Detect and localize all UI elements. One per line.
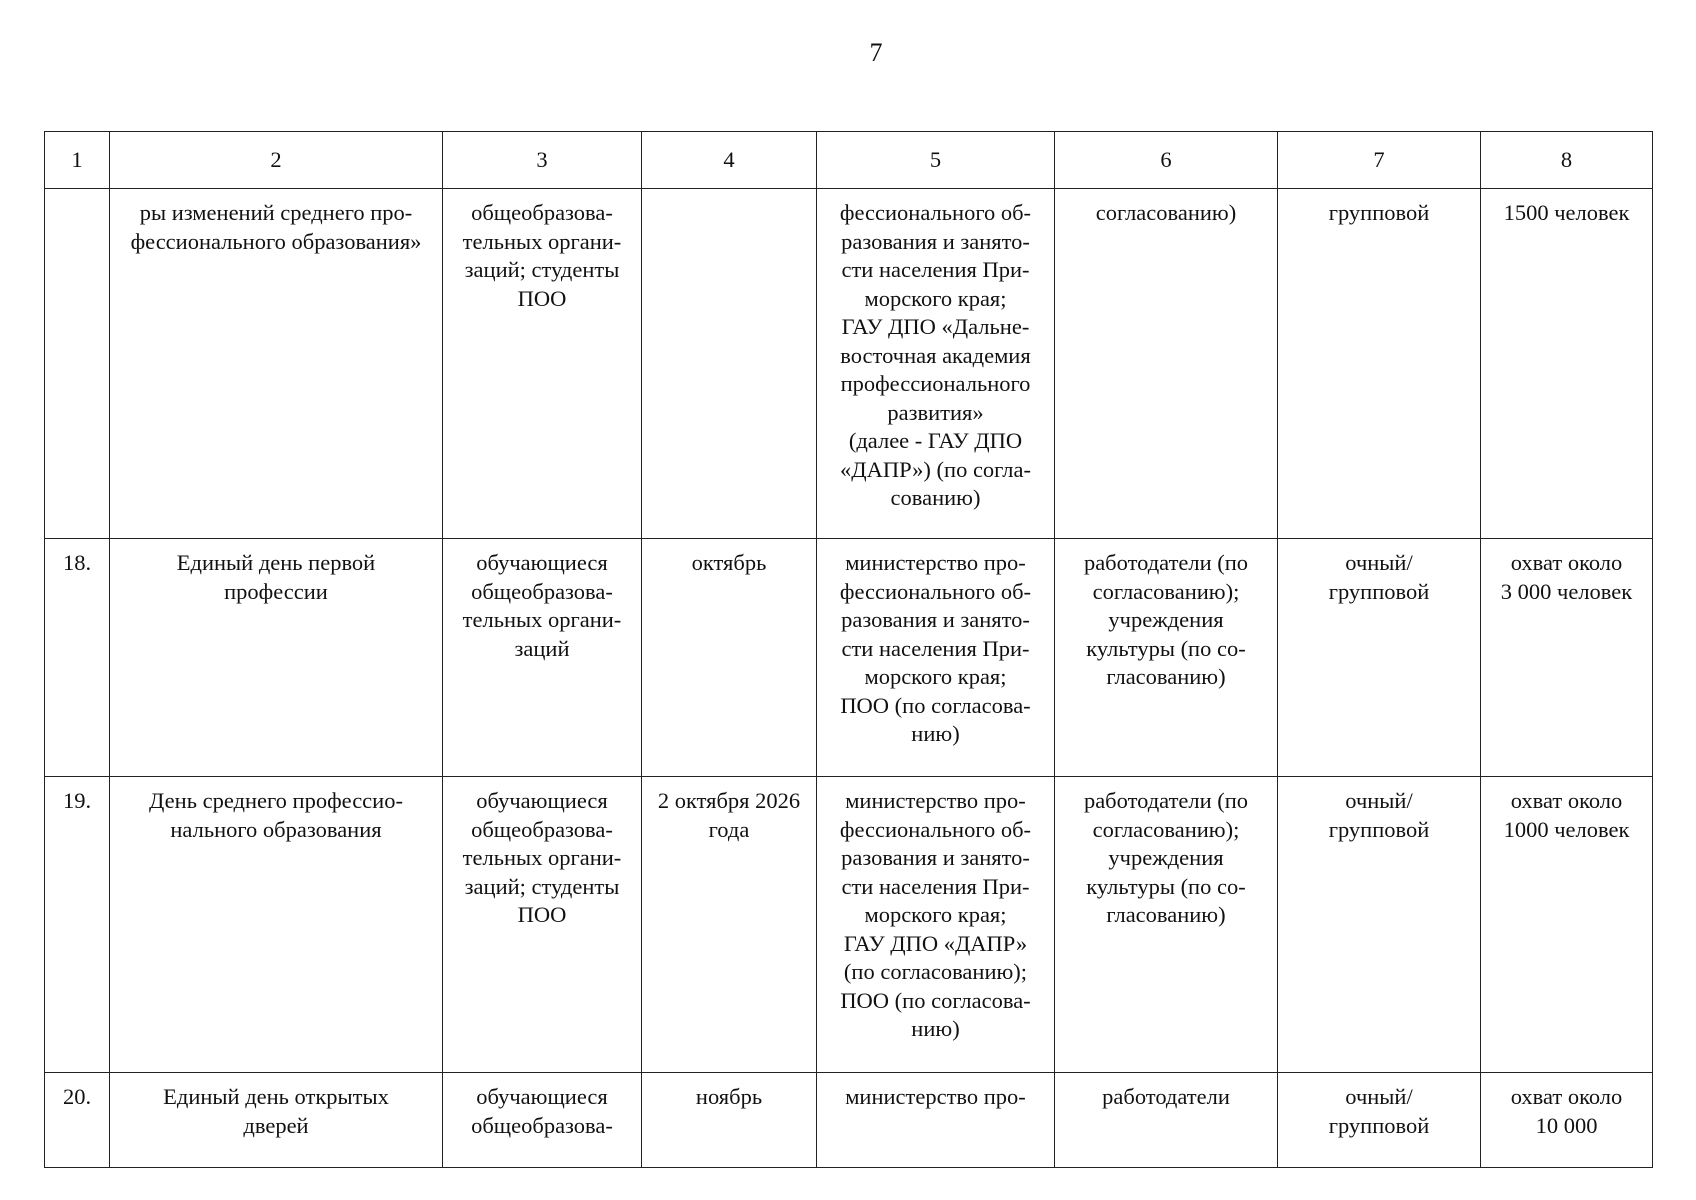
partners: работодатели (по согласованию); учреждения культуры (по со- гласованию): [1055, 777, 1278, 1073]
participants: обучающиеся общеобразова- тельных органи- заций; студенты ПОО: [443, 777, 642, 1073]
participants: обучающиеся общеобразова- тельных органи- заций: [443, 539, 642, 777]
row-number: [45, 189, 110, 539]
responsible-executors: министерство про- фессионального об- разования и занято- сти населения При- морского края; ГАУ ДПО «ДАПР» (по согласованию); ПОО (по согласова- нию): [817, 777, 1055, 1073]
responsible-executors: министерство про- фессионального об- разования и занято- сти населения При- морского края; ПОО (по согласова- нию): [817, 539, 1055, 777]
coverage: охват около 3 000 человек: [1481, 539, 1653, 777]
coverage: 1500 человек: [1481, 189, 1653, 539]
responsible-executors: министерство про-: [817, 1073, 1055, 1168]
coverage: охват около 10 000: [1481, 1073, 1653, 1168]
column-number-6: 6: [1055, 132, 1278, 189]
partners: согласованию): [1055, 189, 1278, 539]
coverage: охват около 1000 человек: [1481, 777, 1653, 1073]
table-row: [45, 189, 1653, 539]
events-table: [44, 131, 1653, 1168]
page-number: 7: [869, 38, 883, 67]
event-name: Единый день открытых дверей: [110, 1073, 443, 1168]
event-date: октябрь: [642, 539, 817, 777]
responsible-executors: фессионального об- разования и занято- сти населения При- морского края; ГАУ ДПО «Дальне- восточная академия профессионального развития» (далее - ГАУ ДПО «ДАПР») (по согла- сованию): [817, 189, 1055, 539]
column-number-5: 5: [817, 132, 1055, 189]
column-number-4: 4: [642, 132, 817, 189]
event-format: очный/ групповой: [1278, 539, 1481, 777]
participants: обучающиеся общеобразова-: [443, 1073, 642, 1168]
event-date: [642, 189, 817, 539]
event-date: ноябрь: [642, 1073, 817, 1168]
event-name: Единый день первой профессии: [110, 539, 443, 777]
row-number: 20.: [45, 1073, 110, 1168]
event-name: ры изменений среднего про- фессионального образования»: [110, 189, 443, 539]
partners: работодатели: [1055, 1073, 1278, 1168]
partners: работодатели (по согласованию); учреждения культуры (по со- гласованию): [1055, 539, 1278, 777]
table-row: [45, 539, 1653, 777]
event-format: очный/ групповой: [1278, 1073, 1481, 1168]
event-name: День среднего профессио- нального образования: [110, 777, 443, 1073]
table-row: [45, 777, 1653, 1073]
column-number-1: 1: [45, 132, 110, 189]
participants: общеобразова- тельных органи- заций; студенты ПОО: [443, 189, 642, 539]
row-number: 18.: [45, 539, 110, 777]
event-date: 2 октября 2026 года: [642, 777, 817, 1073]
table-row: [45, 1073, 1653, 1168]
row-number: 19.: [45, 777, 110, 1073]
column-number-2: 2: [110, 132, 443, 189]
column-number-8: 8: [1481, 132, 1653, 189]
event-format: групповой: [1278, 189, 1481, 539]
column-number-row: [45, 132, 1653, 189]
event-format: очный/ групповой: [1278, 777, 1481, 1073]
column-number-3: 3: [443, 132, 642, 189]
column-number-7: 7: [1278, 132, 1481, 189]
